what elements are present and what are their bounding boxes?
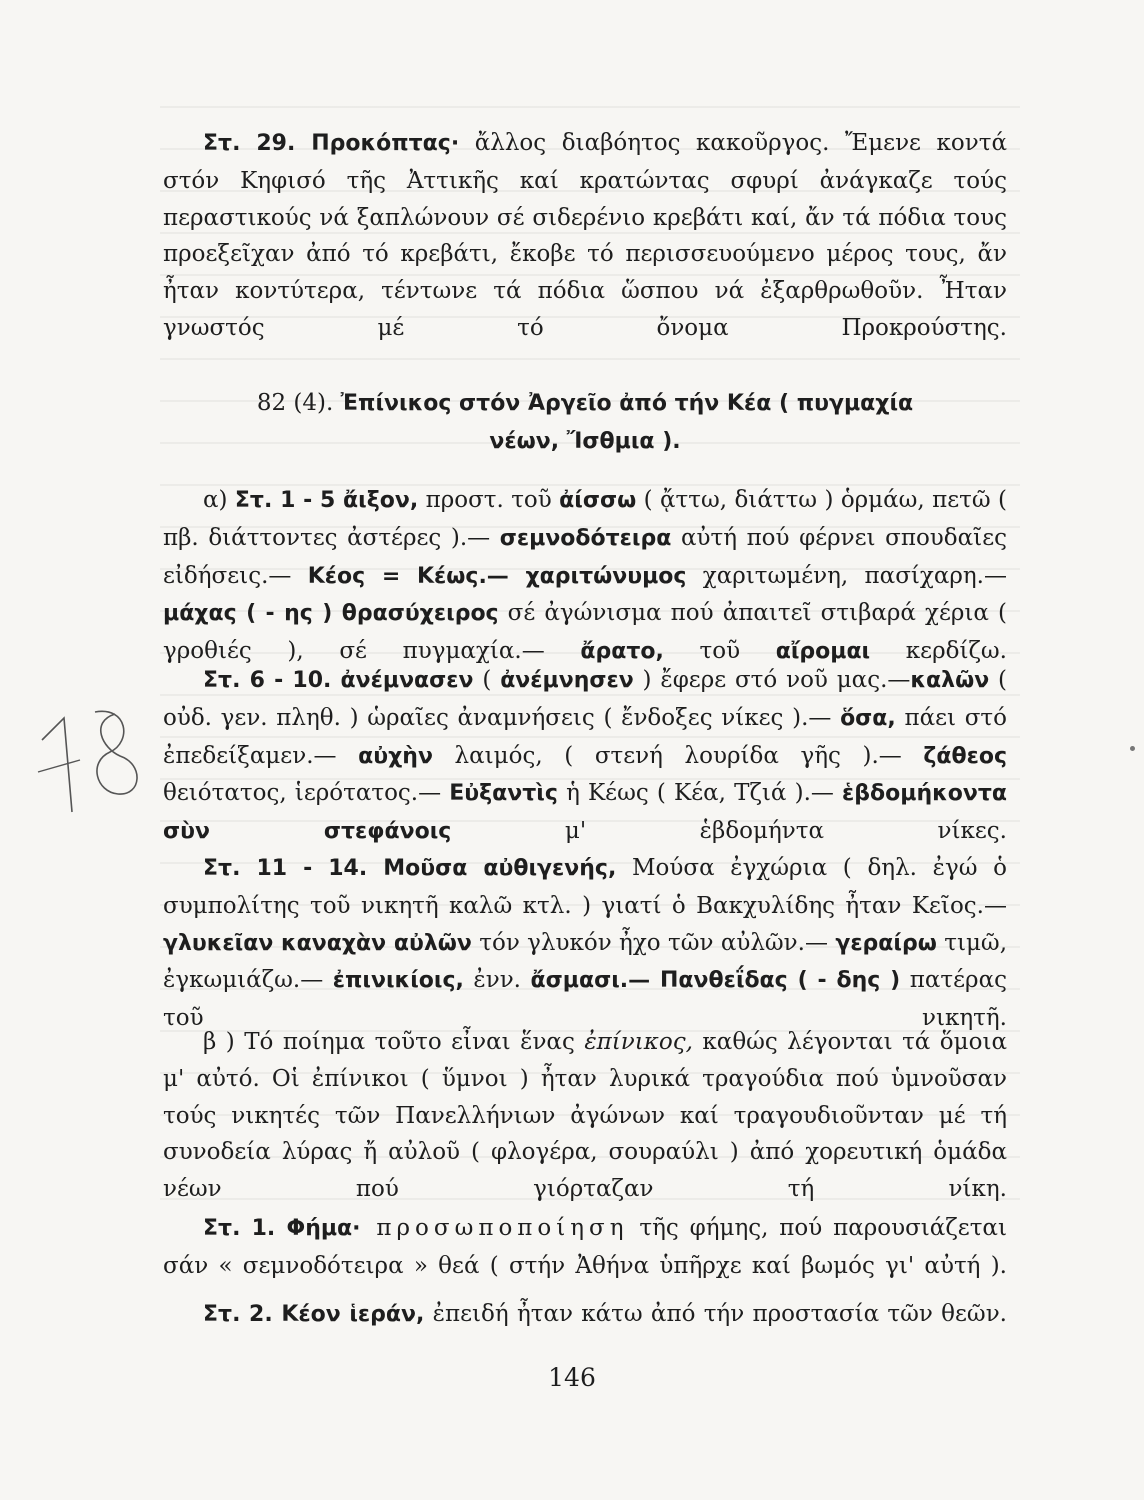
s1-spaced-term: προσωποποίηση [360, 1215, 629, 1241]
alpha-lemma-2: ἀίσσω [559, 488, 637, 513]
s11-lemma-3: γεραίρω [835, 930, 937, 956]
page-number: 146 [548, 1363, 596, 1392]
s6-lemma-6: ζάθεος [923, 743, 1007, 769]
s1-text-1: τῆς φήμης, πού παρουσιάζεται σάν « σεμνοδότειρα » θεά ( στήν Ἀθήνα ὑπῆρχε καί βωμός γι' αὐτή ). [163, 1215, 1007, 1279]
alpha-lemma-1: Στ. 1 - 5 ἄιξον, [234, 488, 419, 513]
s2-text-1: ἐπειδή ἦταν κάτω ἀπό τήν προστασία τῶν θεῶν. [424, 1301, 1007, 1327]
s11-text-5: πατέρας τοῦ νικητῆ. [163, 967, 1007, 1032]
s11-lemma-4: ἐπινικίοις, [332, 968, 464, 994]
s1-lemma-1: Στ. 1. Φήμα· [203, 1216, 361, 1241]
s6-paragraph [163, 662, 1007, 851]
alpha-marker: α) [203, 487, 235, 513]
s6-text-4: πάει στό ἐπεδείξαμεν.— [163, 704, 1007, 769]
handwritten-78-mark [20, 700, 150, 830]
s6-text-1: ( [473, 667, 501, 693]
s6-text-8: μ' ἑβδομήντα νίκες. [451, 818, 1007, 845]
s11-lemma-2: γλυκεῖαν καναχὰν αὐλῶν [163, 930, 472, 956]
s6-lemma-2: ἀνέμνησεν [500, 668, 634, 693]
s11-text-4: ἐνν. [463, 967, 531, 994]
alpha-text-7: κερδίζω. [870, 638, 1007, 665]
alpha-text-1: προστ. τοῦ [418, 487, 560, 513]
alpha-lemma-3: σεμνοδότειρα [499, 525, 672, 551]
margin-note-78 [20, 700, 150, 830]
alpha-text-3: αὐτή πού φέρνει σπουδαῖες εἰδήσεις.— [163, 524, 1007, 589]
s2-lemma-1: Στ. 2. Κέον ἱεράν, [203, 1302, 425, 1327]
alpha-text-2: ( ᾄττω, διάττω ) ὁρμάω, πετῶ ( πβ. διάττοντες ἀστέρες ).— [163, 487, 1008, 551]
s29-paragraph [163, 125, 1007, 347]
beta-text-2: καθώς λέγονται τά ὅμοια μ' αὐτό. Οἱ ἐπίνικοι ( ὕμνοι ) ἦταν λυρικά τραγούδια πού ὑμνοῦσαν τούς νικητές τῶν Πανελλήνιων ἀγώνων καί τραγουδιοῦνταν μέ τή συνοδεία λύρας ἤ αὐλοῦ ( φλογέρα, σουραύλι ) ἀπό χορευτική ὁμάδα νέων πού γιόρταζαν τή νίκη. [163, 1029, 1007, 1203]
alpha-lemma-6: ἄρατο, [580, 639, 664, 665]
s11-paragraph [163, 850, 1007, 1037]
s29-text: ἄλλος διαβόητος κακοῦργος. Ἔμενε κοντά στόν Κηφισό τῆς Ἀττικῆς καί κρατώντας σφυρί ἀνάγκαζε τούς περαστικούς νά ξαπλώνουν σέ σιδερένιο κρεβάτι καί, ἄν τά πόδια τους προεξεῖχαν ἀπό τό κρεβάτι, ἔκοβε τό περισσευούμενο μέρος τους, ἄν ἦταν κοντύτερα, τέντωνε τά πόδια ὥσπου νά ἐξαρθρωθοῦν. Ἦταν γνωστός μέ τό ὄνομα Προκρούστης. [163, 130, 1007, 341]
alpha-paragraph [163, 482, 1007, 671]
s2-paragraph [163, 1296, 1007, 1334]
s1-paragraph [163, 1210, 1007, 1285]
s11-text-2: τόν γλυκόν ἦχο τῶν αὐλῶν.— [471, 929, 836, 956]
heading-line-1 [163, 385, 1007, 423]
heading-title: Ἐπίνικος στόν Ἀργεῖο ἀπό τήν Κέα ( πυγμαχία [340, 391, 914, 416]
s11-lemma-1: Στ. 11 - 14. Μοῦσα αὐθιγενής, [203, 856, 617, 881]
alpha-text-6: τοῦ [663, 638, 776, 665]
s6-lemma-1: Στ. 6 - 10. ἀνέμνασεν [203, 668, 474, 693]
s6-lemma-3: καλῶν [910, 668, 990, 693]
s11-text-1: Μούσα ἐγχώρια ( δηλ. ἐγώ ὁ συμπολίτης τοῦ νικητῆ καλῶ κτλ. ) γιατί ὁ Βακχυλίδης ἦταν Κεῖος.— [163, 855, 1007, 919]
heading-num: 82 (4). [256, 390, 334, 416]
beta-text-1: β ) Τό ποίημα τοῦτο εἶναι ἕνας [203, 1029, 585, 1055]
alpha-lemma-7: αἴρομαι [775, 639, 871, 665]
s6-lemma-5: αὐχὴν [358, 743, 433, 769]
s29-head: Στ. 29. Προκόπτας· [203, 131, 460, 156]
s6-text-3: ( οὐδ. γεν. πληθ. ) ὡραῖες ἀναμνήσεις ( ἔνδοξες νίκες ).— [163, 667, 1007, 731]
alpha-lemma-5: μάχας ( - ης ) θρασύχειρος [163, 601, 499, 627]
s11-text-3: τιμῶ, ἐγκωμιάζω.— [163, 929, 1007, 994]
s6-text-5: λαιμός, ( στενή λουρίδα γῆς ).— [432, 742, 924, 769]
s6-lemma-4: ὅσα, [840, 705, 896, 731]
heading-line-2 [163, 423, 1007, 461]
margin-mark [1130, 746, 1135, 751]
section-heading [163, 385, 1007, 461]
s6-text-2: ) ἔφερε στό νοῦ μας.— [633, 667, 911, 693]
s6-text-6: θειότατος, ἱερότατος.— [163, 780, 450, 807]
alpha-text-5: σέ ἀγώνισμα πού ἀπαιτεῖ στιβαρά χέρια ( γροθιές ), σέ πυγμαχία.— [163, 600, 1007, 665]
alpha-lemma-4: Κέος = Κέως.— χαριτώνυμος [307, 563, 687, 589]
beta-paragraph [163, 1024, 1007, 1208]
beta-term: ἐπίνικος, [584, 1029, 693, 1055]
heading-subtitle: νέων, Ἴσθμια ). [489, 428, 681, 454]
s6-lemma-8: ἑβδομήκοντα σὺν στεφάνοις [163, 781, 1008, 845]
alpha-text-4: χαριτωμένη, πασίχαρη.— [686, 562, 1007, 589]
s11-lemma-5: ἄσμασι.— Πανθεΐδας ( - δης ) [530, 968, 901, 994]
s6-lemma-7: Εὐξαντὶς [449, 781, 558, 807]
s6-text-7: ἡ Κέως ( Κέα, Τζιά ).— [557, 780, 843, 807]
